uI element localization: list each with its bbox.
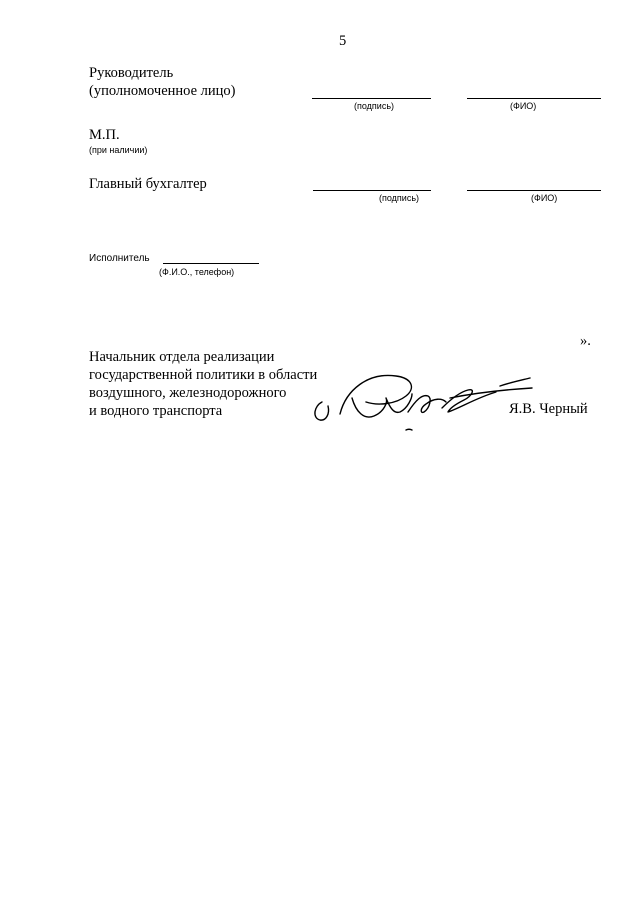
executor-line xyxy=(163,263,259,264)
chief-accountant-signature-line xyxy=(313,190,431,191)
approval-line4: и водного транспорта xyxy=(89,403,223,419)
head-title-line1: Руководитель xyxy=(89,65,174,81)
signer-name: Я.В. Черный xyxy=(509,401,588,417)
chief-accountant-signature-caption: (подпись) xyxy=(379,193,420,203)
page-number: 5 xyxy=(339,33,347,49)
approval-line2: государственной политики в области xyxy=(89,367,318,383)
chief-accountant-name-line xyxy=(467,190,601,191)
stamp-label: М.П. xyxy=(89,127,120,143)
approval-line3: воздушного, железнодорожного xyxy=(89,385,287,401)
stamp-note: (при наличии) xyxy=(89,145,148,155)
approval-line1: Начальник отдела реализации xyxy=(89,349,275,365)
chief-accountant-name-caption: (ФИО) xyxy=(531,193,558,203)
head-name-line xyxy=(467,98,601,99)
executor-caption: (Ф.И.О., телефон) xyxy=(159,267,235,277)
head-signature-line xyxy=(312,98,431,99)
head-name-caption: (ФИО) xyxy=(510,101,537,111)
head-title-line2: (уполномоченное лицо) xyxy=(89,83,236,99)
handwritten-signature xyxy=(300,368,540,438)
executor-label: Исполнитель xyxy=(89,253,150,264)
head-signature-caption: (подпись) xyxy=(354,101,395,111)
closing-quote-mark: ». xyxy=(580,333,591,349)
chief-accountant-title: Главный бухгалтер xyxy=(89,176,207,192)
